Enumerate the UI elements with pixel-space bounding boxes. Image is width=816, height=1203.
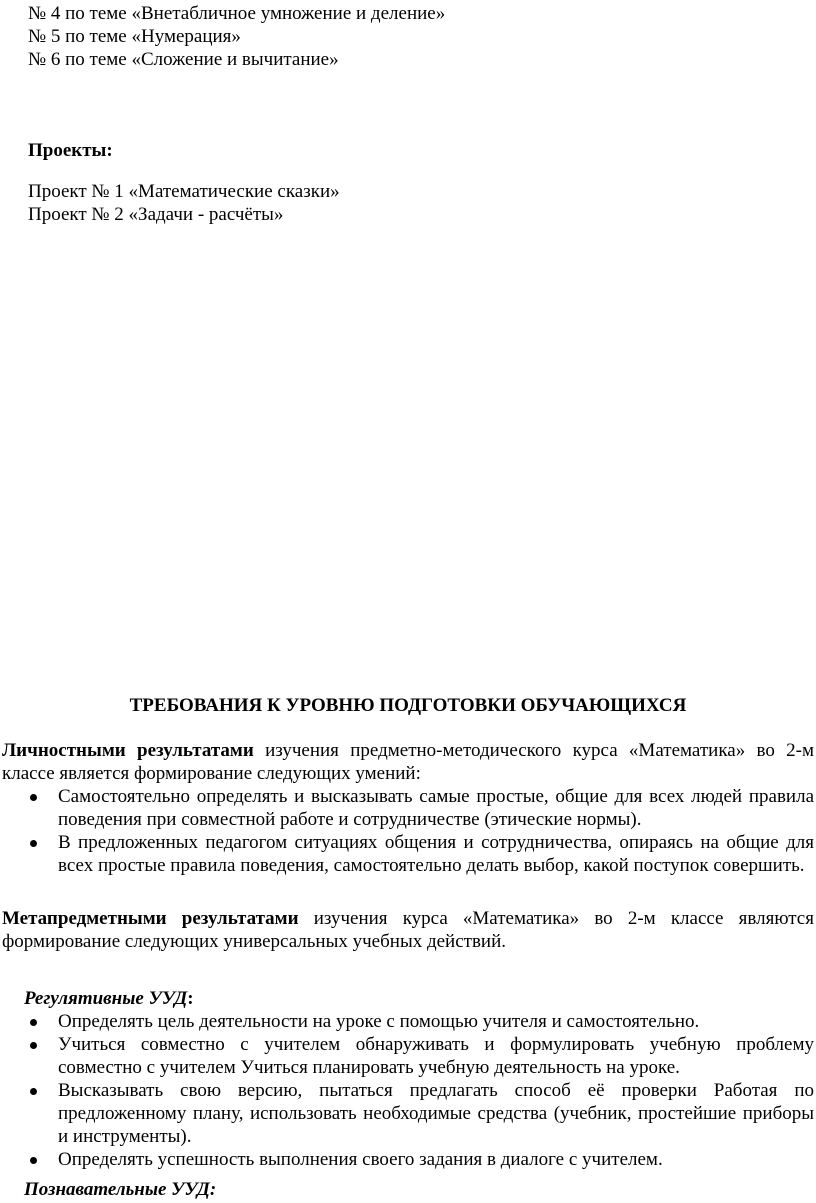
- regulative-list: [0, 1010, 816, 1171]
- list-item-text: Определять успешность выполнения своего задания в диалоге с учителем.: [58, 1149, 663, 1170]
- projects-heading: Проекты:: [28, 140, 113, 161]
- requirements-title: ТРЕБОВАНИЯ К УРОВНЮ ПОДГОТОВКИ ОБУЧАЮЩИХСЯ: [129, 695, 687, 716]
- personal-results-text: изучения предметно-методического курса «Математика» во 2-м классе является формирование следующих умений:: [2, 740, 814, 784]
- bullet-icon: [30, 1019, 37, 1026]
- list-item: [0, 1079, 816, 1148]
- list-item-text: Высказывать свою версию, пытаться предлагать способ её проверки Работая по предложенному плану, использовать необходимые средства (учебник, простейшие приборы и инструменты).: [58, 1080, 814, 1147]
- meta-results-text: изучения курса «Математика» во 2-м классе являются формирование следующих универсальных учебных действий.: [2, 908, 814, 952]
- regulative-heading: [24, 987, 194, 1010]
- bullet-icon: [30, 1157, 37, 1164]
- personal-results-lead: Личностными результатами: [2, 740, 254, 761]
- bullet-icon: [30, 1042, 37, 1049]
- project-line-2: Проект № 2 «Задачи - расчёты»: [28, 204, 284, 225]
- list-item-text: Самостоятельно определять и высказывать самые простые, общие для всех людей правила поведения при совместной работе и сотрудничестве (этические нормы).: [58, 786, 814, 830]
- regulative-heading-colon: :: [187, 988, 194, 1009]
- list-item: [0, 1033, 816, 1079]
- list-item-text: Учиться совместно с учителем обнаруживать и формулировать учебную проблему совместно с учителем Учиться планировать учебную деятельность на уроке.: [58, 1034, 814, 1078]
- meta-results-lead: Метапредметными результатами: [2, 908, 299, 929]
- list-item-text: В предложенных педагогом ситуациях общения и сотрудничества, опираясь на общие для всех простые правила поведения, самостоятельно делать выбор, какой поступок совершить.: [58, 832, 814, 876]
- list-item-text: Определять цель деятельности на уроке с помощью учителя и самостоятельно.: [58, 1011, 700, 1032]
- bullet-icon: [30, 840, 37, 847]
- test-line-4: № 4 по теме «Внетабличное умножение и деление»: [28, 3, 446, 24]
- regulative-heading-text: Регулятивные УУД: [24, 988, 188, 1009]
- test-line-6: № 6 по теме «Сложение и вычитание»: [28, 49, 339, 70]
- project-line-1: Проект № 1 «Математические сказки»: [28, 181, 340, 202]
- meta-results-paragraph: [2, 907, 814, 953]
- personal-results-list: [0, 785, 816, 877]
- bullet-icon: [30, 1088, 37, 1095]
- test-line-5: № 5 по теме «Нумерация»: [28, 26, 241, 47]
- list-item: [0, 785, 816, 831]
- list-item: [0, 1010, 816, 1033]
- list-item: [0, 831, 816, 877]
- bullet-icon: [30, 794, 37, 801]
- personal-results-paragraph: [2, 739, 814, 785]
- cognitive-heading: Познавательные УУД:: [24, 1179, 217, 1200]
- list-item: [0, 1148, 816, 1171]
